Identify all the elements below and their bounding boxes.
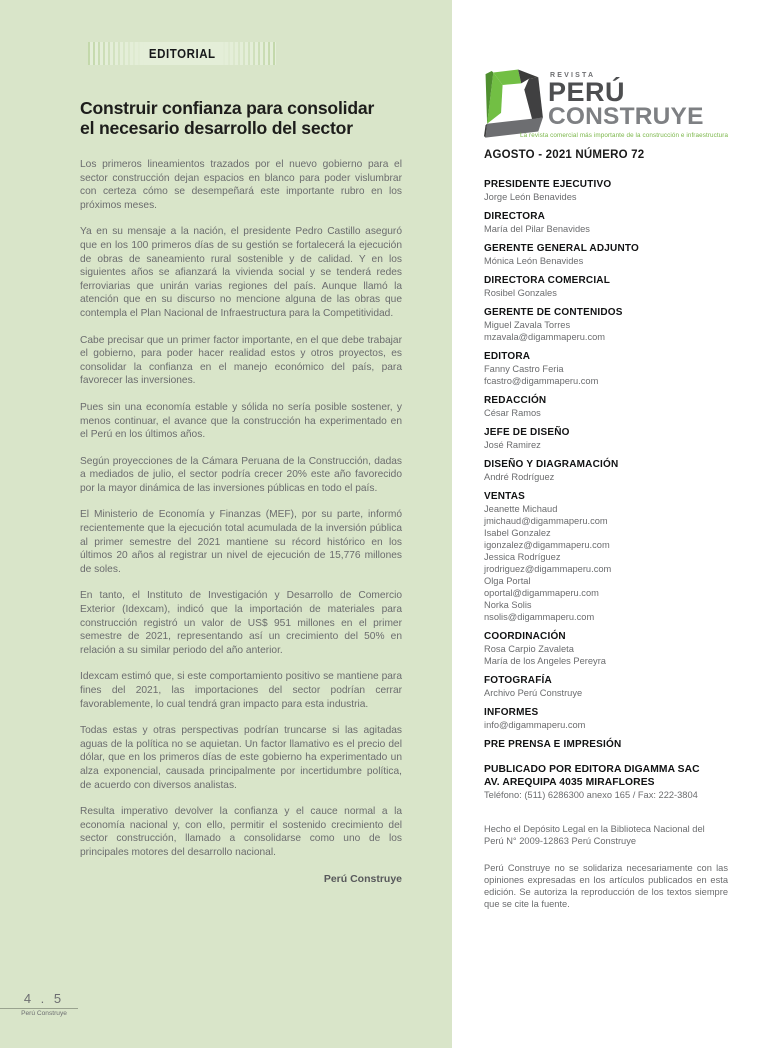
credit-role: GERENTE GENERAL ADJUNTO bbox=[484, 243, 639, 254]
credit-names: Jorge León Benavides bbox=[484, 192, 577, 202]
editorial-banner-label: EDITORIAL bbox=[148, 46, 216, 61]
publisher-block bbox=[484, 763, 730, 801]
masthead-column bbox=[484, 66, 730, 910]
credit-role: FOTOGRAFÍA bbox=[484, 675, 552, 686]
legal-disclaimer: Perú Construye no se solidariza necesariamente con las opiniones expresadas en los artículos publicados en esta edición. Se autoriza la reproducción de los textos siempre que se cite la fuente. bbox=[484, 863, 728, 909]
credit-block-fotografia bbox=[484, 674, 730, 699]
credit-names: Jeanette Michaud jmichaud@digammaperu.com Isabel Gonzalez igonzalez@digammaperu.com Jessica Rodríguez jrodriguez@digammaperu.com Olga Portal oportal@digammaperu.com Norka Solis nsolis@digammaperu.com bbox=[484, 504, 612, 622]
page-footer bbox=[0, 991, 78, 1017]
credit-block-directora bbox=[484, 210, 730, 235]
credit-names: André Rodríguez bbox=[484, 472, 555, 482]
credit-block-gerente-contenidos bbox=[484, 306, 730, 343]
credit-role: DIRECTORA COMERCIAL bbox=[484, 275, 611, 286]
credit-names: María del Pilar Benavides bbox=[484, 224, 590, 234]
credit-block-coordinacion bbox=[484, 630, 730, 667]
article-title-line2: el necesario desarrollo del sector bbox=[80, 118, 353, 138]
credit-block-editora bbox=[484, 350, 730, 387]
article-paragraph: Pues sin una economía estable y sólida no sería posible sostener, y menos continuar, el avance que la construcción ha experimentado en el Perú en los últimos años. bbox=[80, 401, 402, 441]
credit-names: Fanny Castro Feria fcastro@digammaperu.com bbox=[484, 364, 599, 386]
article-paragraph: Resulta imperativo devolver la confianza y el cauce normal a la economía nacional y, con ello, permitir el sostenido crecimiento del sector construcción, llamado a consolidarse como uno de los principales motores del desarrollo nacional. bbox=[80, 806, 402, 858]
credit-names: Miguel Zavala Torres mzavala@digammaperu.com bbox=[484, 320, 606, 342]
editorial-section-banner bbox=[88, 42, 276, 65]
publisher-contact: Teléfono: (511) 6286300 anexo 165 / Fax: 222-3804 bbox=[484, 790, 698, 800]
credit-block-presidente bbox=[484, 178, 730, 203]
peru-construye-logo-icon bbox=[484, 66, 546, 138]
credit-role: DIRECTORA bbox=[484, 211, 546, 222]
credit-names: Rosa Carpio Zavaleta María de los Angeles Pereyra bbox=[484, 644, 606, 666]
credit-names: Rosibel Gonzales bbox=[484, 288, 557, 298]
article-title bbox=[80, 98, 420, 138]
credit-names: Mónica León Benavides bbox=[484, 256, 584, 266]
publisher-line1: PUBLICADO POR EDITORA DIGAMMA SAC bbox=[484, 764, 700, 775]
credit-role: DISEÑO Y DIAGRAMACIÓN bbox=[484, 459, 619, 470]
article-paragraph: El Ministerio de Economía y Finanzas (MEF), por su parte, informó recientemente que la ejecución total acumulada de la inversión pública al primer semestre del 2021 mantiene su récord histórico en los últimos 20 años al registrar un nivel de ejecución de 15,776 millones de soles. bbox=[80, 509, 402, 575]
credit-block-pre-prensa bbox=[484, 738, 730, 751]
article-paragraph: Según proyecciones de la Cámara Peruana de la Construcción, dadas a mediados de julio, el sector podría crecer 20% este año favorecido por la mayor dinámica de las inversiones públicas en todo el país. bbox=[80, 455, 402, 494]
credit-role: JEFE DE DISEÑO bbox=[484, 427, 570, 438]
article-paragraph: Los primeros lineamientos trazados por el nuevo gobierno para el sector construcción dejan espacios en blanco para poder vislumbrar con certeza cómo se desempeñará este importante rubro en los próximos meses. bbox=[80, 159, 402, 211]
footer-magazine-name: Perú Construye bbox=[21, 1010, 67, 1017]
page-numbers: 4 . 5 bbox=[0, 991, 78, 1009]
credit-role: INFORMES bbox=[484, 707, 539, 718]
credit-block-gerente-general bbox=[484, 242, 730, 267]
credit-block-directora-comercial bbox=[484, 274, 730, 299]
credit-names: César Ramos bbox=[484, 408, 541, 418]
article-paragraph: Ya en su mensaje a la nación, el presidente Pedro Castillo aseguró que en los 100 primeros días de su gestión se fortalecerá la ejecución de obras de saneamiento rural sostenible y de calidad. Y en los siguientes años se afianzará la vivienda social y se tenderá redes ferroviarias que unirán varias regiones del país. Aunque llamó la atención que en su discurso no mencione alguna de las obras que contempla el Plan Nacional de Infraestructura para la Competitividad. bbox=[80, 226, 402, 319]
logo-brand-line2: CONSTRUYE bbox=[548, 103, 704, 130]
credit-names: Archivo Perú Construye bbox=[484, 688, 583, 698]
article-paragraph: En tanto, el Instituto de Investigación y Desarrollo de Comercio Exterior (Idexcam), indicó que la importación de materiales para construcción registró un valor de US$ 951 millones en el primer semestre de 2021, representando así un crecimiento del 50% en relación a su similar periodo del año anterior. bbox=[80, 590, 402, 656]
credit-role: GERENTE DE CONTENIDOS bbox=[484, 307, 623, 318]
credit-block-informes bbox=[484, 706, 730, 731]
credit-block-diseno-diagramacion bbox=[484, 458, 730, 483]
credit-names: José Ramirez bbox=[484, 440, 541, 450]
credit-block-jefe-diseno bbox=[484, 426, 730, 451]
credit-role: PRESIDENTE EJECUTIVO bbox=[484, 179, 612, 190]
article-signature: Perú Construye bbox=[323, 872, 402, 885]
credits-list bbox=[484, 178, 730, 751]
logo-tagline: La revista comercial más importante de la construcción e infraestructura bbox=[520, 132, 729, 139]
logo-wordmark bbox=[520, 66, 729, 139]
credit-role: EDITORA bbox=[484, 351, 531, 362]
logo-brand-line1: PERÚ bbox=[548, 77, 626, 107]
credit-role: COORDINACIÓN bbox=[484, 631, 566, 642]
article-body bbox=[80, 158, 402, 886]
credit-block-redaccion bbox=[484, 394, 730, 419]
credit-block-ventas bbox=[484, 490, 730, 623]
article-paragraph: Cabe precisar que un primer factor importante, en el que debe trabajar el gobierno, para poder hacer realidad estos y otros proyectos, es consolidar la confianza en el manejo económico del país, para favorecer las inversiones. bbox=[80, 334, 402, 387]
issue-date-number: AGOSTO - 2021 NÚMERO 72 bbox=[484, 149, 645, 161]
article-title-line1: Construir confianza para consolidar bbox=[80, 98, 375, 118]
credit-names: info@digammaperu.com bbox=[484, 720, 586, 730]
credit-role: REDACCIÓN bbox=[484, 395, 547, 406]
peru-construye-logo bbox=[484, 66, 730, 139]
article-paragraph: Todas estas y otras perspectivas podrían truncarse si las agitadas aguas de la política no se aquietan. Un factor llamativo es el precio del dólar, que en los primeros días de este gobierno ha experimentado un alza exponencial, causada principalmente por incertidumbre política, de acuerdo con diversos analistas. bbox=[80, 725, 402, 791]
logo-revista-label: REVISTA bbox=[550, 72, 596, 79]
publisher-line2: AV. AREQUIPA 4035 MIRAFLORES bbox=[484, 777, 655, 788]
credit-role: VENTAS bbox=[484, 491, 526, 502]
legal-deposit-notice: Hecho el Depósito Legal en la Biblioteca Nacional del Perú N° 2009-12863 Perú Construye bbox=[484, 824, 705, 846]
article-paragraph: Idexcam estimó que, si este comportamiento positivo se mantiene para fines del 2021, las importaciones del sector podrían cerrar favorablemente, lo cual tendrá gran impacto para esta industria. bbox=[80, 671, 402, 710]
credit-role: PRE PRENSA E IMPRESIÓN bbox=[484, 739, 622, 750]
